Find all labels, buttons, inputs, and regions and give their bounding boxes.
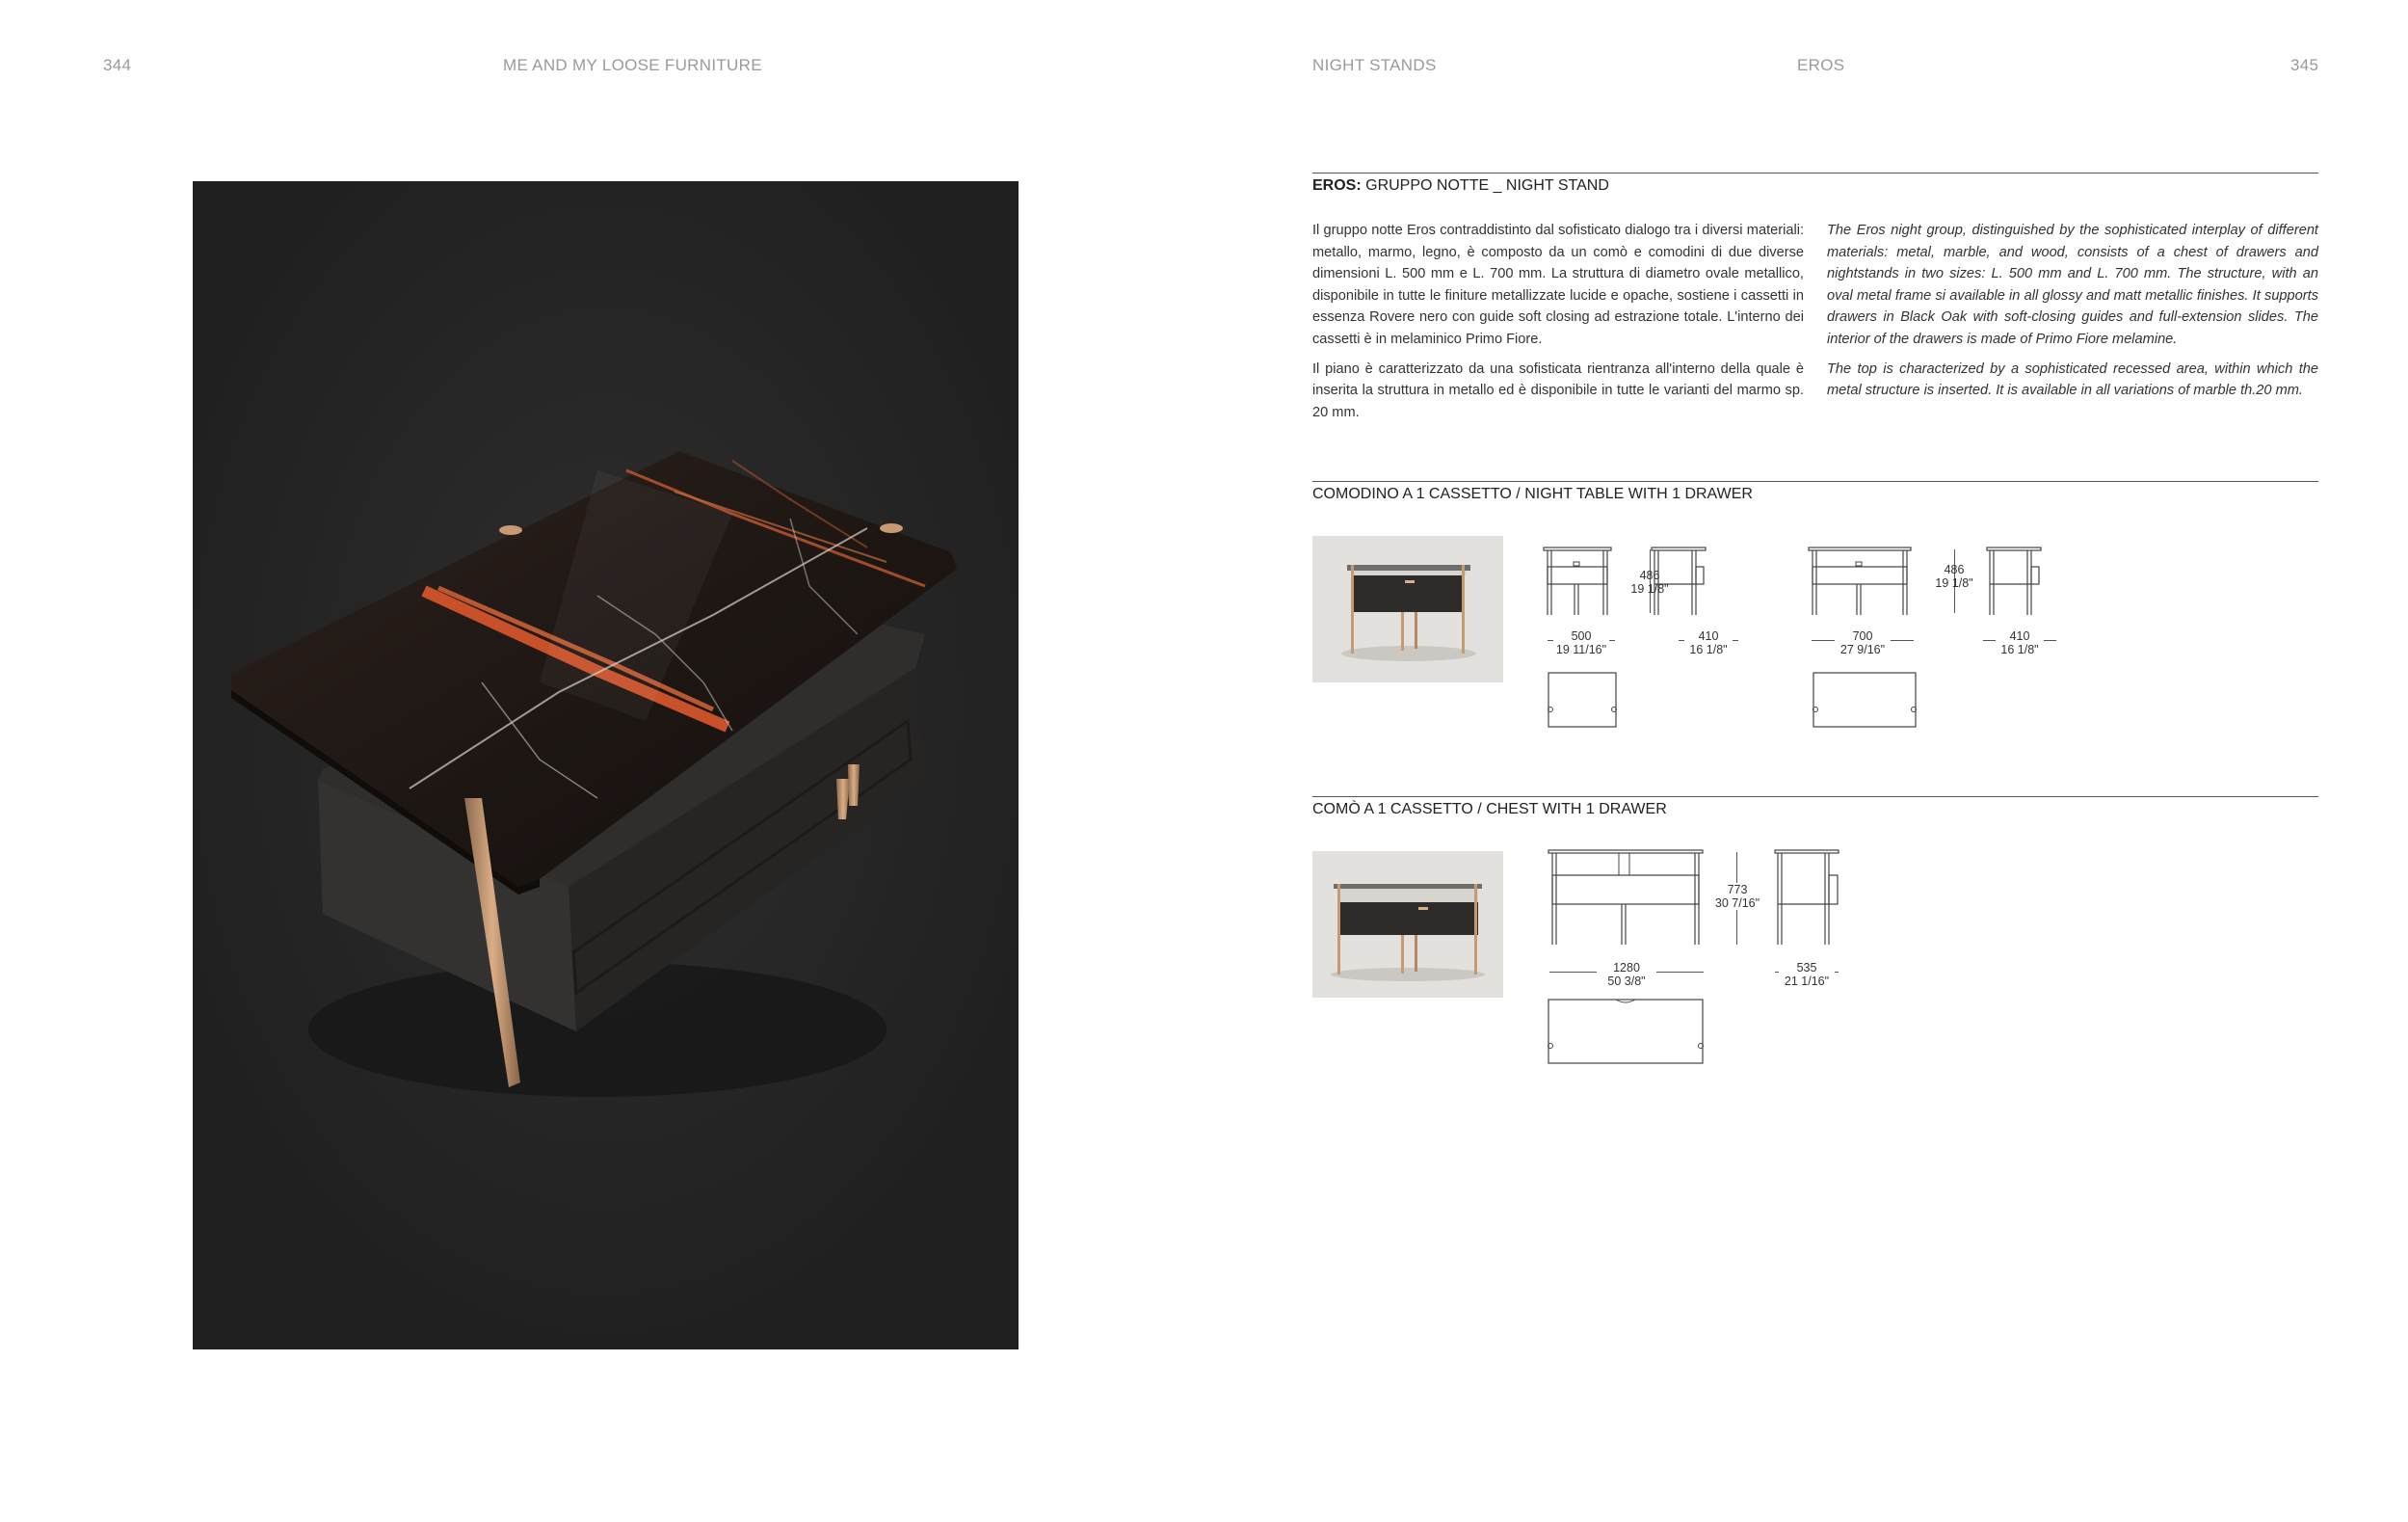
night-table-thumbnail-image [1312,536,1503,682]
intro-rule [1312,173,2318,174]
chest-rule [1312,796,2318,797]
italian-paragraph-2: Il piano è caratterizzato da una sofisticata rientranza all'interno della quale è inserita la struttura in metallo ed è disponibile in tutte le varianti del marmo sp. 20 mm. [1312,360,1804,420]
chest-top-view-drawing [1547,998,1705,1065]
night-table-rule [1312,481,2318,482]
chest-height-dimension [1711,883,1763,910]
small-table-width-in: 19 11/16" [1555,643,1607,656]
small-table-height-mm: 486 [1639,569,1660,582]
large-table-top-view-drawing [1812,671,1918,729]
chest-title: COMÒ A 1 CASSETTO / CHEST WITH 1 DRAWER [1312,801,1667,817]
large-table-height-dimension [1929,563,1979,590]
chest-front-drawing [1547,848,1705,947]
chest-width-mm: 1280 [1613,961,1640,975]
chest-height-in: 30 7/16" [1714,896,1760,910]
product-subtitle: GRUPPO NOTTE _ NIGHT STAND [1365,177,1609,194]
product-photo [193,181,1019,1349]
large-table-height-mm: 486 [1944,563,1965,576]
large-table-height-in: 19 1/8" [1935,576,1973,590]
publication-title: ME AND MY LOOSE FURNITURE [503,56,762,74]
chest-thumbnail [1312,851,1503,998]
small-table-depth-mm: 410 [1698,629,1719,643]
small-table-height-in: 19 1/8" [1630,582,1669,596]
chest-width-dimension [1597,961,1656,988]
night-table-title: COMODINO A 1 CASSETTO / NIGHT TABLE WITH 1 DRAWER [1312,486,1753,502]
description-italian [1312,220,1804,431]
small-table-top-view-drawing [1547,671,1618,729]
large-table-width-dimension [1835,629,1891,656]
large-table-width-mm: 700 [1852,629,1873,643]
large-table-depth-mm: 410 [2009,629,2030,643]
page-number-left: 344 [103,56,132,74]
large-table-depth-in: 16 1/8" [2000,643,2039,656]
english-paragraph-1: The Eros night group, distinguished by the sophisticated interplay of different materials: metal, marble, and wood, consists of a chest of drawers and nightstands in two sizes: L. 500 mm and L. 700 mm. The structure, with an oval metal frame si available in all glossy and matt metallic finishes. It supports drawers in Black Oak with soft-closing guides and full-extension slides. The interior of the drawers is made of Primo Fiore melamine. [1827,223,2318,347]
category-title: NIGHT STANDS [1312,56,1437,74]
chest-depth-in: 21 1/16" [1784,975,1830,988]
large-table-side-drawing [1985,546,2043,617]
chest-height-mm: 773 [1727,883,1748,896]
product-title [1312,177,1609,195]
small-table-width-mm: 500 [1571,629,1592,643]
large-table-front-drawing [1807,546,1913,617]
italian-paragraph-1: Il gruppo notte Eros contraddistinto dal sofisticato dialogo tra i diversi materiali: metallo, marmo, legno, è composto da un comò e comodini di due diverse dimensioni L. 500 mm e L. 700 mm. La struttura di diametro ovale metallico, disponibile in tutte le finiture metallizzate lucide e opache, sostiene i cassetti in essenza Rovere nero con guide soft closing ad estrazione totale. L'interno dei cassetti è in melaminico Primo Fiore. [1312,223,1804,347]
large-table-width-in: 27 9/16" [1839,643,1886,656]
chest-depth-dimension [1779,961,1835,988]
product-name: EROS: [1312,177,1362,194]
small-table-front-drawing [1542,546,1613,617]
small-table-depth-in: 16 1/8" [1689,643,1728,656]
large-table-depth-dimension [1996,629,2044,656]
page-number-right: 345 [2290,56,2319,74]
night-table-thumbnail [1312,536,1503,682]
description-english [1827,220,2318,410]
chest-depth-mm: 535 [1796,961,1817,975]
small-table-depth-dimension [1684,629,1733,656]
chest-thumbnail-image [1312,851,1503,998]
small-table-height-dimension [1625,569,1675,596]
chest-width-in: 50 3/8" [1607,975,1646,988]
small-table-width-dimension [1553,629,1609,656]
chest-side-drawing [1773,848,1840,947]
night-stand-illustration [193,181,1019,1349]
collection-title: EROS [1797,56,1845,74]
english-paragraph-2: The top is characterized by a sophisticated recessed area, within which the metal structure is inserted. It is available in all variations of marble th.20 mm. [1827,360,2318,399]
